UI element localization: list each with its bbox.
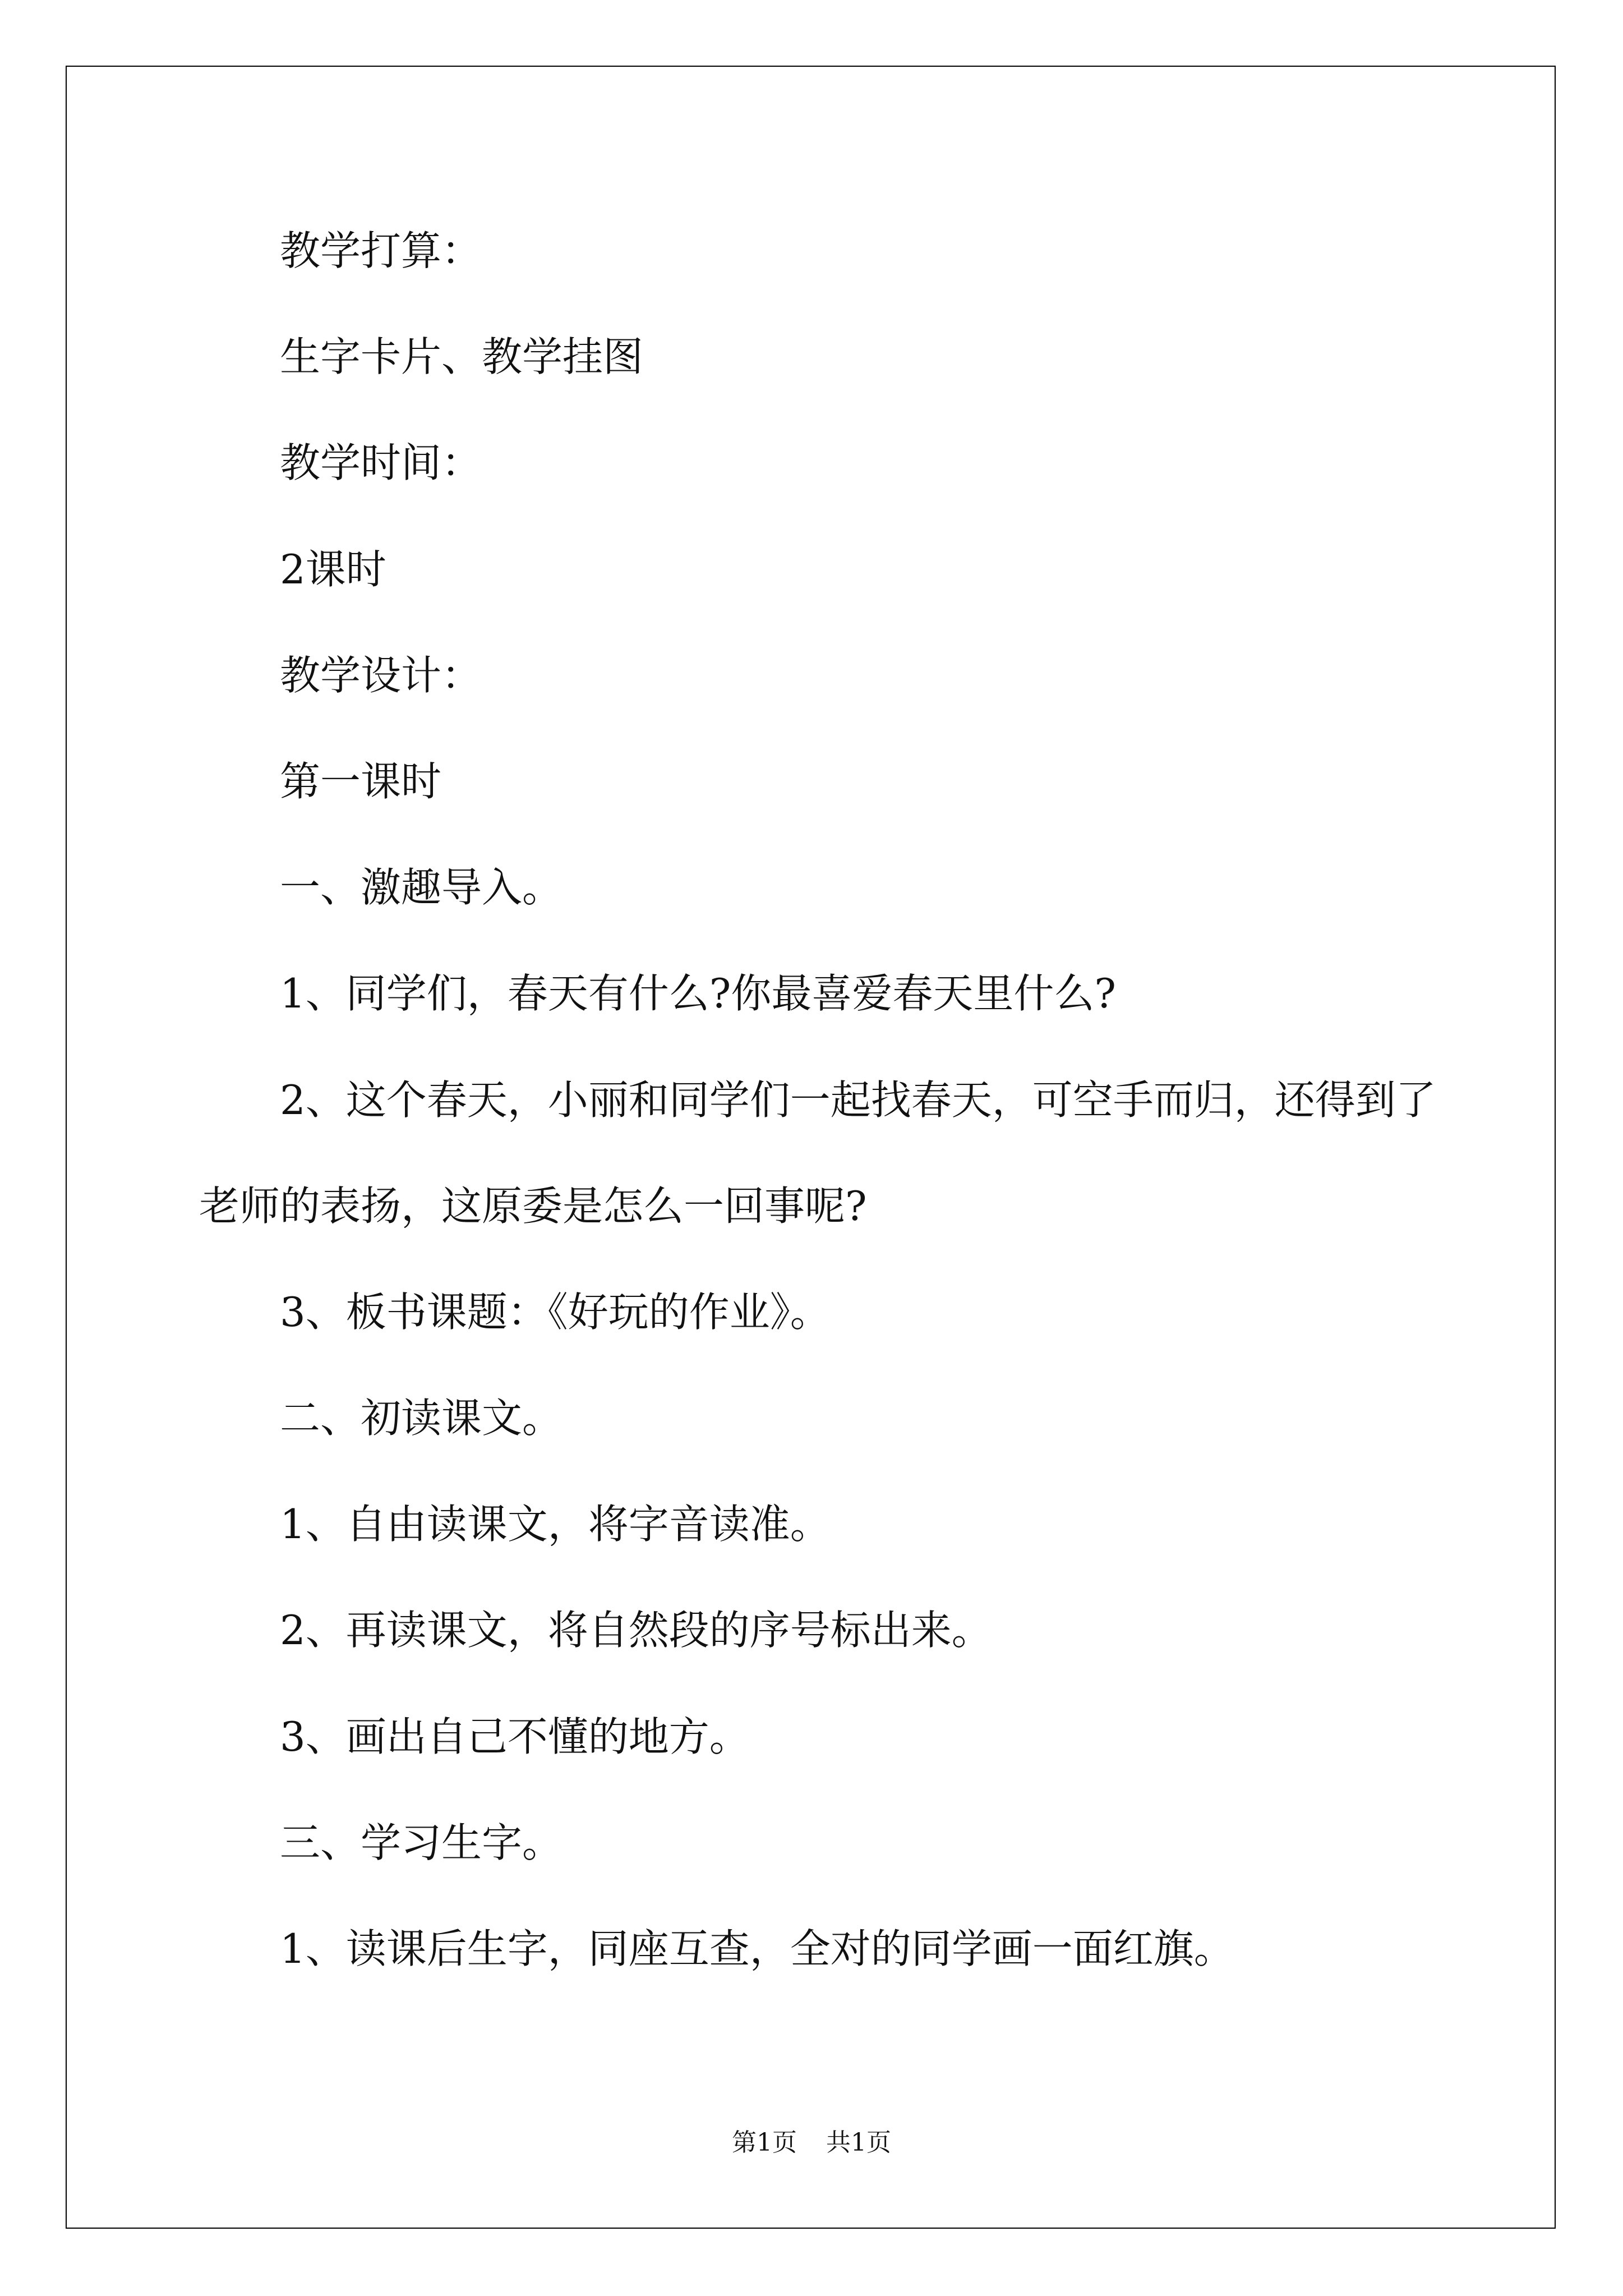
list-item: 1、自由读课文，将字音读准。 [280,1501,831,1548]
document-body [199,198,1489,2002]
page-count: 共1页 [826,2128,891,2157]
list-item: 3、画出自己不懂的地方。 [280,1713,750,1760]
section-heading: 一、激趣导入。 [280,864,563,912]
list-item: 2、再读课文，将自然段的序号标出来。 [280,1607,992,1654]
list-item-continuation: 老师的表扬，这原委是怎么一回事呢? [199,1182,867,1230]
section-heading: 二、初读课文。 [280,1395,563,1442]
teaching-design-label: 教学设计： [280,651,482,699]
teaching-time-text: 2课时 [280,545,386,593]
list-item: 1、同学们，春天有什么?你最喜爱春天里什么? [280,970,1117,1018]
page-footer [0,2126,1623,2160]
teaching-preparation-label: 教学打算： [280,227,482,274]
teaching-preparation-text: 生字卡片、教学挂图 [280,333,644,381]
lesson-heading: 第一课时 [280,757,442,805]
list-item: 2、这个春天，小丽和同学们一起找春天，可空手而归，还得到了 [280,1076,1436,1124]
list-item: 1、读课后生字，同座互查，全对的同学画一面红旗。 [280,1925,1234,1972]
section-heading: 三、学习生字。 [280,1819,563,1866]
teaching-time-label: 教学时间： [280,439,482,487]
page-number: 第1页 [732,2128,797,2157]
list-item: 3、板书课题：《好玩的作业》。 [280,1288,831,1336]
